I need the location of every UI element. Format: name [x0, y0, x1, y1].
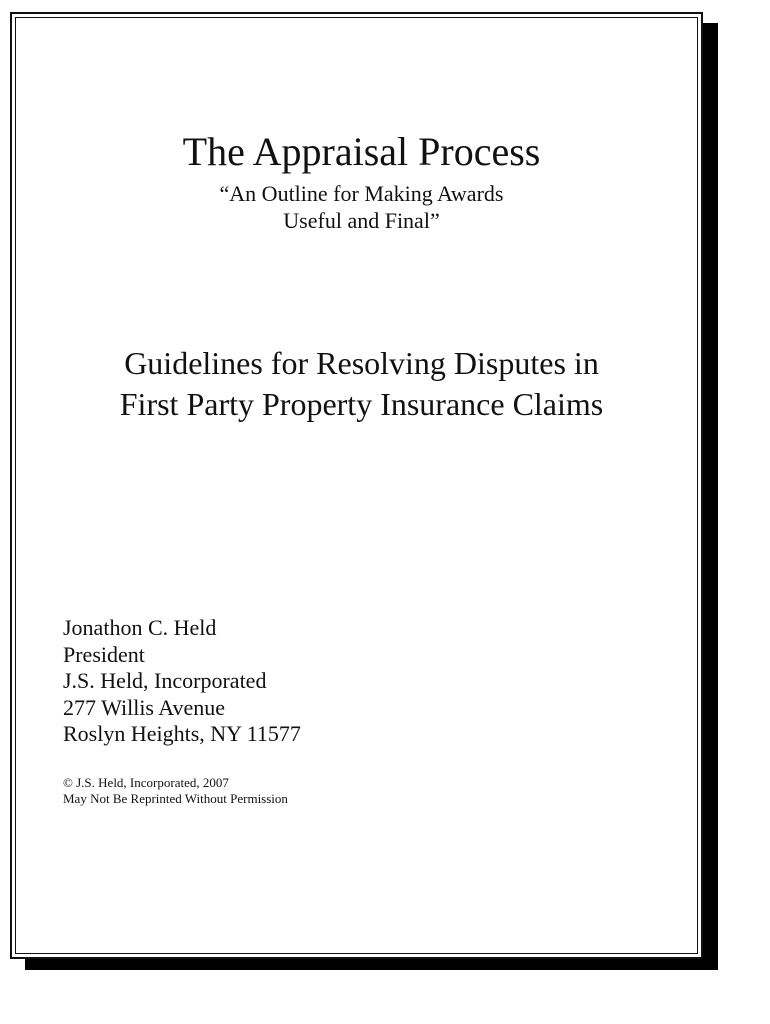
copyright-notice [63, 775, 288, 807]
author-name: Jonathon C. Held [63, 615, 217, 640]
document-title: The Appraisal Process [182, 129, 541, 174]
copyright-line-2: May Not Be Reprinted Without Permission [63, 791, 288, 806]
subtitle-line-1: “An Outline for Making Awards [219, 181, 504, 206]
author-contact-block [63, 615, 301, 748]
company-name: J.S. Held, Incorporated [63, 668, 267, 693]
author-title: President [63, 641, 145, 667]
city-state-zip: Roslyn Heights, NY 11577 [63, 721, 301, 746]
subtitle-line-2: Useful and Final” [283, 208, 440, 233]
heading-line-1: Guidelines for Resolving Disputes in [124, 345, 599, 381]
heading-line-2: First Party Property Insurance Claims [119, 386, 604, 422]
copyright-line-1: © J.S. Held, Incorporated, 2007 [63, 775, 229, 790]
street-address: 277 Willis Avenue [63, 694, 226, 720]
